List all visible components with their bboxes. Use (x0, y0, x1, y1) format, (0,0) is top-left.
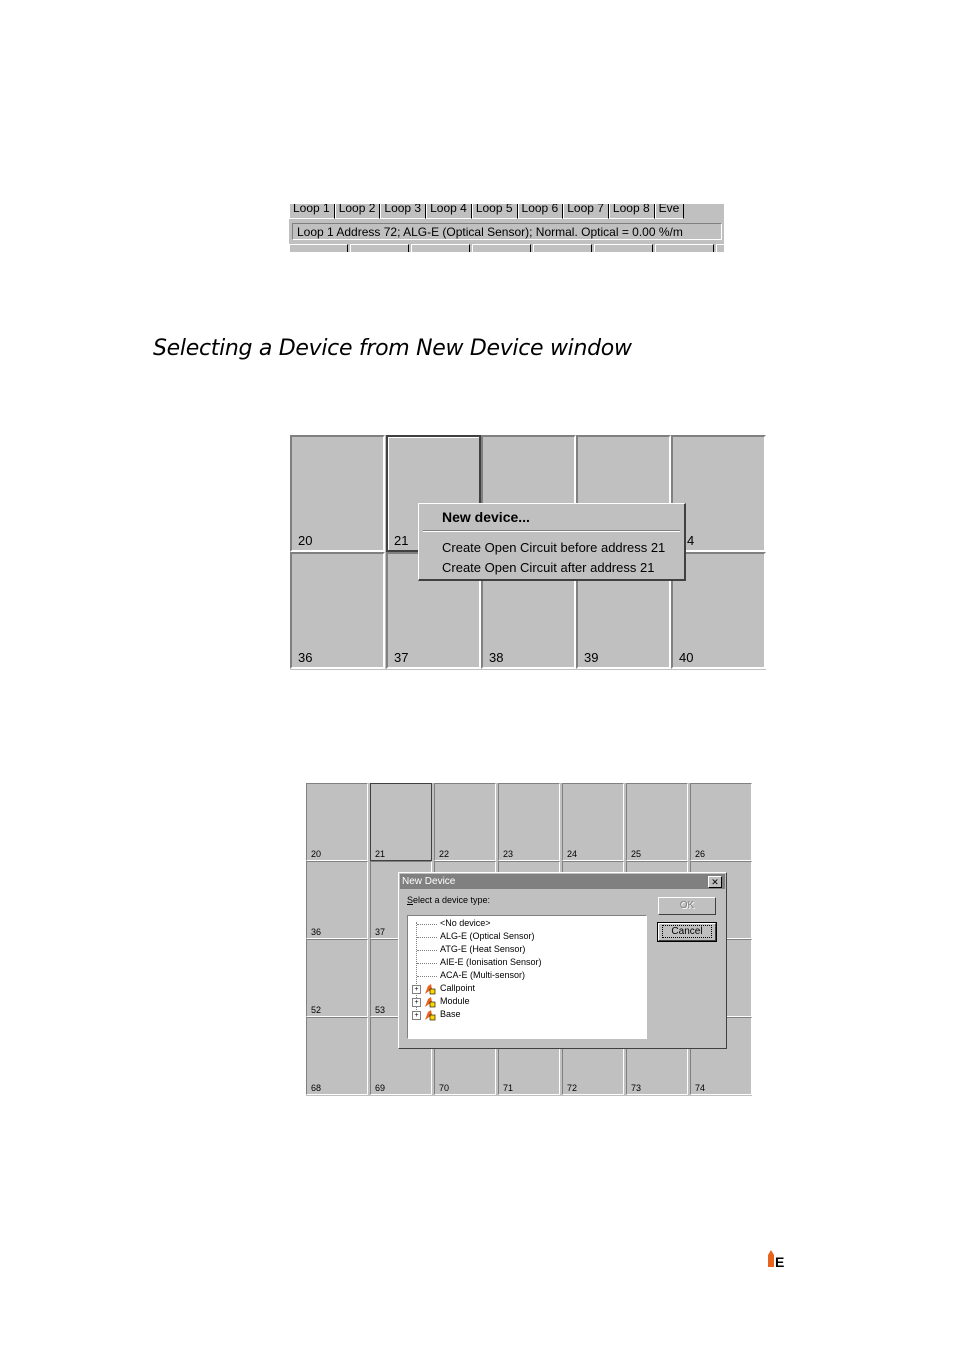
address-number: 20 (311, 849, 322, 859)
address-cell[interactable] (716, 244, 724, 252)
address-number: 68 (311, 1083, 322, 1093)
address-number: 21 (394, 533, 409, 548)
menu-item-open-circuit-after[interactable]: Create Open Circuit after address 21 (442, 560, 655, 575)
address-cell[interactable] (690, 783, 752, 861)
tab-loop-1[interactable]: Loop 1 (289, 204, 335, 219)
tab-events[interactable]: Eve (655, 204, 685, 219)
company-logo (767, 1248, 787, 1268)
tab-loop-8[interactable]: Loop 8 (609, 204, 655, 219)
address-cell[interactable] (290, 435, 385, 552)
dialog-title: New Device (402, 876, 456, 887)
tab-loop-5[interactable]: Loop 5 (472, 204, 518, 219)
address-cell[interactable] (434, 783, 496, 861)
tree-item-aca-e[interactable]: ACA-E (Multi-sensor) (440, 970, 526, 980)
tab-loop-3[interactable]: Loop 3 (380, 204, 426, 219)
context-menu (418, 503, 686, 581)
address-number: 26 (695, 849, 706, 859)
expand-icon[interactable]: + (412, 985, 421, 994)
address-number: 37 (375, 927, 386, 937)
tree-connector (417, 937, 437, 938)
address-number: 71 (503, 1083, 514, 1093)
tab-loop-2[interactable]: Loop 2 (335, 204, 381, 219)
loop-tabs-screenshot (289, 204, 724, 252)
address-cell[interactable] (562, 783, 624, 861)
logo-letter: E (775, 1254, 785, 1268)
address-number: 38 (489, 650, 504, 665)
address-cell[interactable] (655, 244, 714, 252)
address-cell[interactable] (594, 244, 653, 252)
status-line: Loop 1 Address 72; ALG-E (Optical Sensor); Normal. Optical = 0.00 %/m (292, 223, 722, 240)
address-number: 22 (439, 849, 450, 859)
address-number: 74 (695, 1083, 706, 1093)
address-cell[interactable] (306, 783, 368, 861)
address-number: 69 (375, 1083, 386, 1093)
folder-icon (424, 983, 436, 995)
address-number: 52 (311, 1005, 322, 1015)
tree-item-module[interactable]: Module (440, 996, 470, 1006)
address-number: 36 (311, 927, 322, 937)
tree-item-callpoint[interactable]: Callpoint (440, 983, 476, 993)
new-device-dialog (398, 872, 727, 1049)
address-cell-selected[interactable] (370, 783, 432, 861)
tree-item-no-device[interactable]: <No device> (440, 918, 491, 928)
tree-item-aie-e[interactable]: AIE-E (Ionisation Sensor) (440, 957, 542, 967)
tab-loop-7[interactable]: Loop 7 (563, 204, 609, 219)
device-type-prompt: Select a device type: (407, 895, 491, 905)
tree-item-alg-e[interactable]: ALG-E (Optical Sensor) (440, 931, 535, 941)
address-number: 21 (375, 849, 386, 859)
address-number: 39 (584, 650, 599, 665)
section-heading: Selecting a Device from New Device window (153, 336, 632, 361)
folder-icon (424, 996, 436, 1008)
ok-button[interactable]: OK (658, 897, 716, 915)
tree-connector (417, 924, 437, 925)
menu-item-open-circuit-before[interactable]: Create Open Circuit before address 21 (442, 540, 666, 555)
address-number: 25 (631, 849, 642, 859)
menu-item-new-device[interactable]: New device... (442, 509, 530, 525)
address-cell[interactable] (411, 244, 470, 252)
address-number: 37 (394, 650, 409, 665)
dialog-title-bar[interactable] (400, 874, 725, 889)
tab-loop-6[interactable]: Loop 6 (518, 204, 564, 219)
address-number: 4 (687, 533, 695, 548)
address-cell[interactable] (306, 1017, 368, 1095)
address-number: 23 (503, 849, 514, 859)
expand-icon[interactable]: + (412, 1011, 421, 1020)
cancel-button[interactable] (658, 923, 716, 941)
address-number: 36 (298, 650, 313, 665)
address-number: 73 (631, 1083, 642, 1093)
device-type-tree[interactable] (407, 915, 647, 1039)
address-cell[interactable] (350, 244, 409, 252)
address-cell[interactable] (626, 783, 688, 861)
expand-icon[interactable]: + (412, 998, 421, 1007)
address-cell[interactable] (472, 244, 531, 252)
tab-loop-4[interactable]: Loop 4 (426, 204, 472, 219)
folder-icon (424, 1009, 436, 1021)
address-cell-strip (289, 244, 724, 252)
tree-connector (417, 950, 437, 951)
address-cell[interactable] (306, 861, 368, 939)
close-icon[interactable]: ✕ (708, 876, 722, 888)
loop-tab-strip (289, 204, 724, 221)
address-cell[interactable] (498, 783, 560, 861)
new-device-screenshot (306, 783, 752, 1096)
address-number: 20 (298, 533, 313, 548)
address-number: 70 (439, 1083, 450, 1093)
context-menu-screenshot (290, 435, 766, 670)
tree-item-atg-e[interactable]: ATG-E (Heat Sensor) (440, 944, 526, 954)
tree-item-base[interactable]: Base (440, 1009, 461, 1019)
tree-connector (417, 976, 437, 977)
address-number: 53 (375, 1005, 386, 1015)
cancel-label: Cancel (662, 925, 711, 938)
address-cell[interactable] (290, 552, 385, 669)
address-number: 40 (679, 650, 694, 665)
address-cell[interactable] (533, 244, 592, 252)
address-number: 24 (567, 849, 578, 859)
address-cell[interactable] (306, 939, 368, 1017)
address-number: 72 (567, 1083, 578, 1093)
tree-connector (417, 963, 437, 964)
address-cell[interactable] (289, 244, 348, 252)
menu-separator (423, 530, 680, 532)
